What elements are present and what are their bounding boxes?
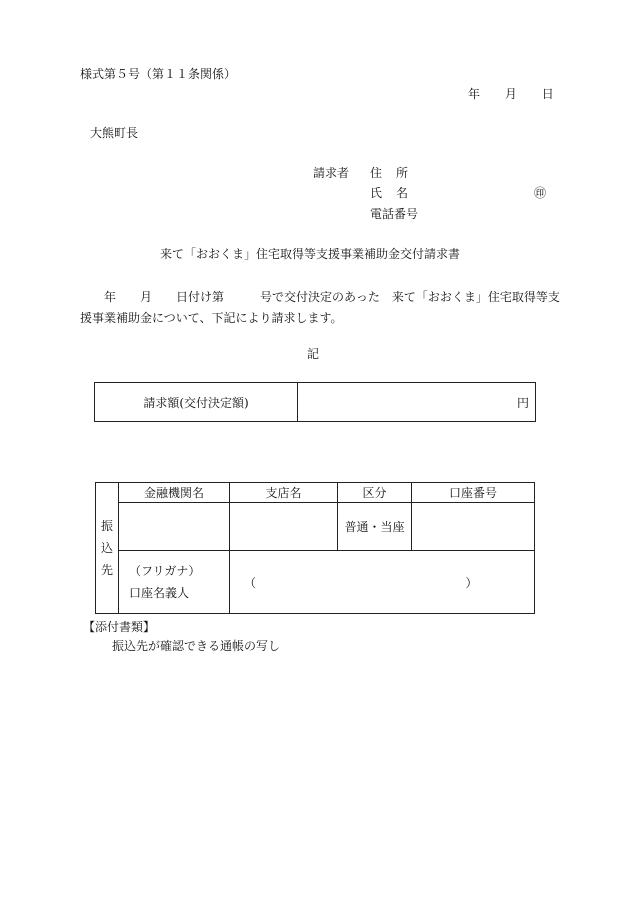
header-branch-name: 支店名 bbox=[230, 483, 338, 503]
body-line-1: 年 月 日付け第 号で交付決定のあった 来て「おおくま」住宅取得等支 bbox=[80, 290, 560, 304]
name-label: 氏名 bbox=[370, 186, 423, 200]
holder-label: 口座名義人 bbox=[129, 586, 190, 600]
requester-label: 請求者 bbox=[313, 166, 350, 180]
furigana-label: （フリガナ） bbox=[129, 564, 201, 578]
bank-transfer-table bbox=[95, 482, 535, 614]
amount-label: 請求額(交付決定額) bbox=[95, 383, 298, 422]
date-line bbox=[468, 88, 554, 100]
form-number: 様式第５号（第１１条関係） bbox=[80, 67, 237, 81]
date-month: 月 bbox=[504, 87, 517, 101]
account-type-cell[interactable]: 普通・当座 bbox=[338, 503, 412, 551]
header-bank-name: 金融機関名 bbox=[119, 483, 230, 503]
account-number-field[interactable] bbox=[412, 503, 535, 551]
header-account-type: 区分 bbox=[338, 483, 412, 503]
holder-label-cell bbox=[119, 551, 230, 614]
header-account-number: 口座番号 bbox=[412, 483, 535, 503]
date-year: 年 bbox=[468, 87, 481, 101]
body-line-2: 援事業補助金について、下記により請求します。 bbox=[80, 311, 343, 325]
branch-name-field[interactable] bbox=[230, 503, 338, 551]
transfer-side-label: 振 込 先 bbox=[96, 483, 119, 614]
tel-label: 電話番号 bbox=[370, 207, 419, 221]
paren-close: ） bbox=[465, 575, 478, 590]
attachment-item: 振込先が確認できる通帳の写し bbox=[112, 639, 281, 653]
attachments-heading: 【添付書類】 bbox=[83, 620, 156, 634]
addressee: 大熊町長 bbox=[90, 126, 139, 140]
seal-mark: ㊞ bbox=[534, 186, 547, 200]
yen-unit: 円 bbox=[516, 395, 529, 410]
date-day: 日 bbox=[541, 87, 554, 101]
amount-value-field[interactable] bbox=[298, 383, 536, 422]
address-label: 住所 bbox=[370, 166, 423, 180]
bank-name-field[interactable] bbox=[119, 503, 230, 551]
amount-table bbox=[94, 382, 536, 422]
holder-name-field[interactable] bbox=[230, 551, 535, 614]
ki-label: 記 bbox=[307, 347, 320, 361]
paren-open: （ bbox=[244, 575, 257, 590]
document-title: 来て「おおくま」住宅取得等支援事業補助金交付請求書 bbox=[160, 247, 461, 261]
body-text bbox=[80, 287, 560, 329]
